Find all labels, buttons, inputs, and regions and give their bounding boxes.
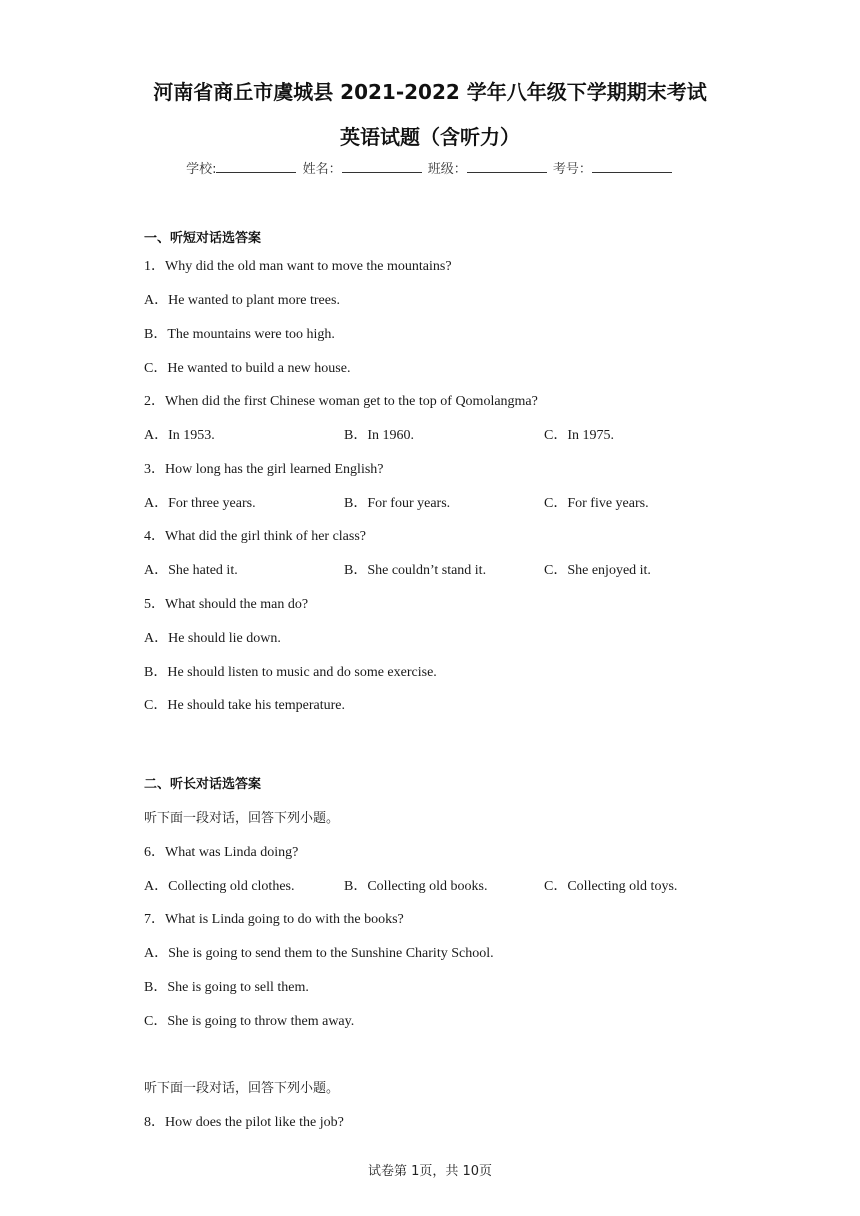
question-1-option-c: C．He wanted to build a new house. — [144, 361, 351, 376]
class-label: 班级： — [427, 162, 467, 177]
student-info-row — [0, 158, 860, 177]
question-7-option-b: B．She is going to sell them. — [144, 980, 309, 995]
school-blank — [216, 160, 296, 173]
question-5-option-c: C．He should take his temperature. — [144, 698, 346, 713]
question-3: 3．How long has the girl learned English? — [144, 462, 384, 477]
dialogue-intro — [144, 807, 339, 827]
question-1: 1．Why did the old man want to move the mountains? — [144, 259, 452, 274]
question-3-option-c: C．For five years. — [544, 496, 649, 511]
question-5-option-a: A．He should lie down. — [144, 631, 281, 646]
question-1-option-b: B．The mountains were too high. — [144, 327, 335, 342]
question-7: 7．What is Linda going to do with the books? — [144, 912, 404, 927]
dialogue-intro-text: 听下面一段对话，回答下列小题。 — [144, 1081, 340, 1096]
question-4-option-c: C．She enjoyed it. — [544, 563, 651, 578]
question-6: 6．What was Linda doing? — [144, 845, 299, 860]
question-2-option-b: B．In 1960. — [344, 428, 414, 443]
exam-title-line1: 河南省商丘市虞城县 2021-2022 学年八年级下学期期末考试 — [153, 80, 707, 104]
exam-title-line2: 英语试题（含听力） — [340, 125, 520, 149]
question-6-option-b: B．Collecting old books. — [344, 879, 488, 894]
dialogue-intro-text: 听下面一段对话，回答下列小题。 — [144, 811, 340, 826]
question-2-option-a: A．In 1953. — [144, 428, 215, 443]
name-blank — [342, 160, 422, 173]
question-2: 2．When did the first Chinese woman get to the top of Qomolangma? — [144, 394, 538, 409]
section-title: 二、听长对话选答案 — [144, 777, 262, 792]
question-4: 4．What did the girl think of her class? — [144, 529, 366, 544]
question-3-option-b: B．For four years. — [344, 496, 451, 511]
question-7-option-a: A．She is going to send them to the Sunshine Charity School. — [144, 946, 494, 961]
name-label: 姓名： — [302, 162, 342, 177]
question-4-option-a: A．She hated it. — [144, 563, 238, 578]
dialogue-intro — [144, 1077, 339, 1097]
class-blank — [467, 160, 547, 173]
section-title: 一、听短对话选答案 — [144, 231, 262, 246]
question-2-option-c: C．In 1975. — [544, 428, 614, 443]
question-3-option-a: A．For three years. — [144, 496, 256, 511]
question-6-option-a: A．Collecting old clothes. — [144, 879, 295, 894]
school-label: 学校: — [186, 162, 217, 177]
question-4-option-b: B．She couldn’t stand it. — [344, 563, 487, 578]
question-7-option-c: C．She is going to throw them away. — [144, 1014, 355, 1029]
question-6-option-c: C．Collecting old toys. — [544, 879, 678, 894]
question-5: 5．What should the man do? — [144, 597, 309, 612]
exam-number-label: 考号： — [552, 162, 592, 177]
question-1-option-a: A．He wanted to plant more trees. — [144, 293, 340, 308]
exam-number-blank — [592, 160, 672, 173]
question-8: 8．How does the pilot like the job? — [144, 1115, 344, 1130]
page-footer: 试卷第 1页，共 10页 — [367, 1164, 493, 1179]
question-5-option-b: B．He should listen to music and do some exercise. — [144, 665, 437, 680]
